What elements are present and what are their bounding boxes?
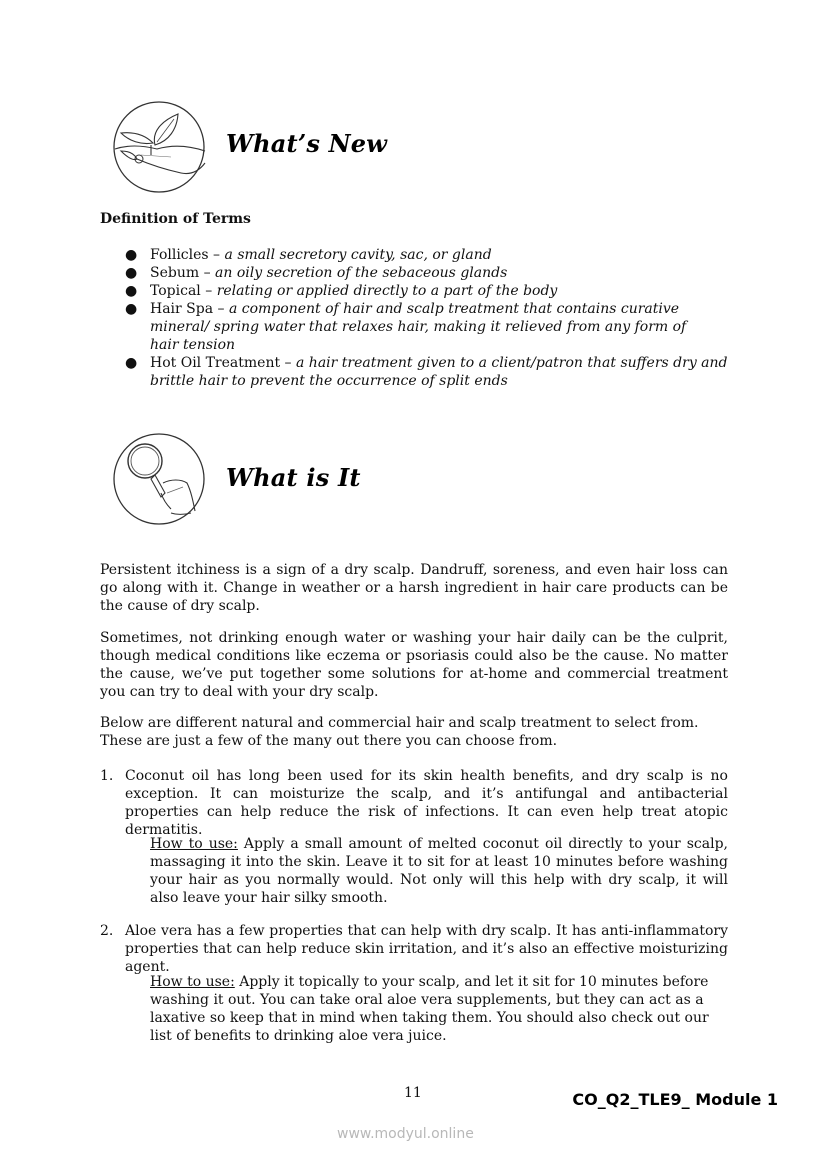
bullet-icon: ● [125, 265, 138, 281]
term-separator: – [208, 247, 225, 263]
term-name: Hair Spa [150, 301, 214, 317]
term-separator: – [199, 265, 216, 281]
how-to-use-2 [150, 973, 720, 1045]
term-name: Sebum [150, 265, 200, 281]
term-separator: – [200, 283, 217, 299]
terms-list [100, 246, 740, 390]
term-name: Topical [150, 283, 201, 299]
term-name: Hot Oil Treatment [150, 355, 281, 371]
term-item [100, 246, 740, 264]
how-to-use-label: How to use: [150, 836, 238, 852]
bullet-icon: ● [125, 283, 138, 299]
bullet-icon: ● [125, 355, 138, 371]
how-to-use-label: How to use: [150, 974, 235, 990]
term-definition: an oily secretion of the sebaceous glands [215, 265, 508, 281]
hand-with-magnifying-glass-icon [111, 431, 207, 527]
module-code: CO_Q2_TLE9_ Module 1 [572, 1090, 778, 1109]
how-to-use-1 [150, 835, 728, 907]
term-item [100, 264, 740, 282]
term-definition: a component of hair and scalp treatment that contains curative mineral/ spring water that relaxes hair, making it relieved from any form of hair tension [150, 301, 687, 353]
term-definition: relating or applied directly to a part of the body [216, 283, 558, 299]
term-definition: a small secretory cavity, sac, or gland [224, 247, 492, 263]
bullet-icon: ● [125, 247, 138, 263]
paragraph: Persistent itchiness is a sign of a dry scalp. Dandruff, soreness, and even hair loss can go along with it. Change in weather or a harsh ingredient in hair care products can be the cause of dry scalp. [100, 562, 728, 614]
term-item [100, 300, 740, 354]
item-number: 2. [100, 923, 114, 939]
hand-with-plant-icon [111, 99, 207, 195]
section-title-whats-new: What’s New [226, 129, 388, 158]
paragraph: Sometimes, not drinking enough water or washing your hair daily can be the culprit, though medical conditions like eczema or psoriasis could also be the cause. No matter the cause, we’ve put together some solutions for at-home and commercial treatment you can try to deal with your dry scalp. [100, 630, 728, 700]
term-name: Follicles [150, 247, 209, 263]
item-text: Aloe vera has a few properties that can help with dry scalp. It has anti-inflammatory properties that can help reduce skin irritation, and it’s also an effective moisturizing agent. [125, 923, 728, 975]
definition-of-terms-heading: Definition of Terms [100, 211, 251, 227]
how-to-use-text: Apply it topically to your scalp, and let it sit for 10 minutes before washing it out. You can take oral aloe vera supplements, but they can act as a laxative so keep that in mind when taking them. You should also check out our list of benefits to drinking aloe vera juice. [150, 974, 709, 1044]
term-item [100, 282, 740, 300]
watermark: www.modyul.online [337, 1126, 474, 1142]
term-separator: – [280, 355, 296, 371]
page-number: 11 [404, 1085, 422, 1101]
paragraph: Below are different natural and commercial hair and scalp treatment to select from. These are just a few of the many out there you can choose from. [100, 715, 699, 749]
section-title-what-is-it: What is It [226, 463, 361, 492]
treatment-item-1 [100, 767, 728, 839]
term-separator: – [213, 301, 229, 317]
term-definition: a hair treatment given to a client/patron that suffers dry and brittle hair to prevent the occurrence of split ends [150, 355, 728, 389]
how-to-use-text: Apply a small amount of melted coconut oil directly to your scalp, massaging it into the skin. Leave it to sit for at least 10 minutes before washing your hair as you normally would. Not only will this help with dry scalp, it will also leave your hair silky smooth. [150, 836, 728, 906]
item-number: 1. [100, 768, 114, 784]
bullet-icon: ● [125, 301, 138, 317]
term-item [100, 354, 740, 390]
item-text: Coconut oil has long been used for its skin health benefits, and dry scalp is no exception. It can moisturize the scalp, and it’s antifungal and antibacterial properties can help reduce the risk of infections. It can even help treat atopic dermatitis. [125, 768, 728, 838]
treatment-item-2 [100, 922, 728, 976]
